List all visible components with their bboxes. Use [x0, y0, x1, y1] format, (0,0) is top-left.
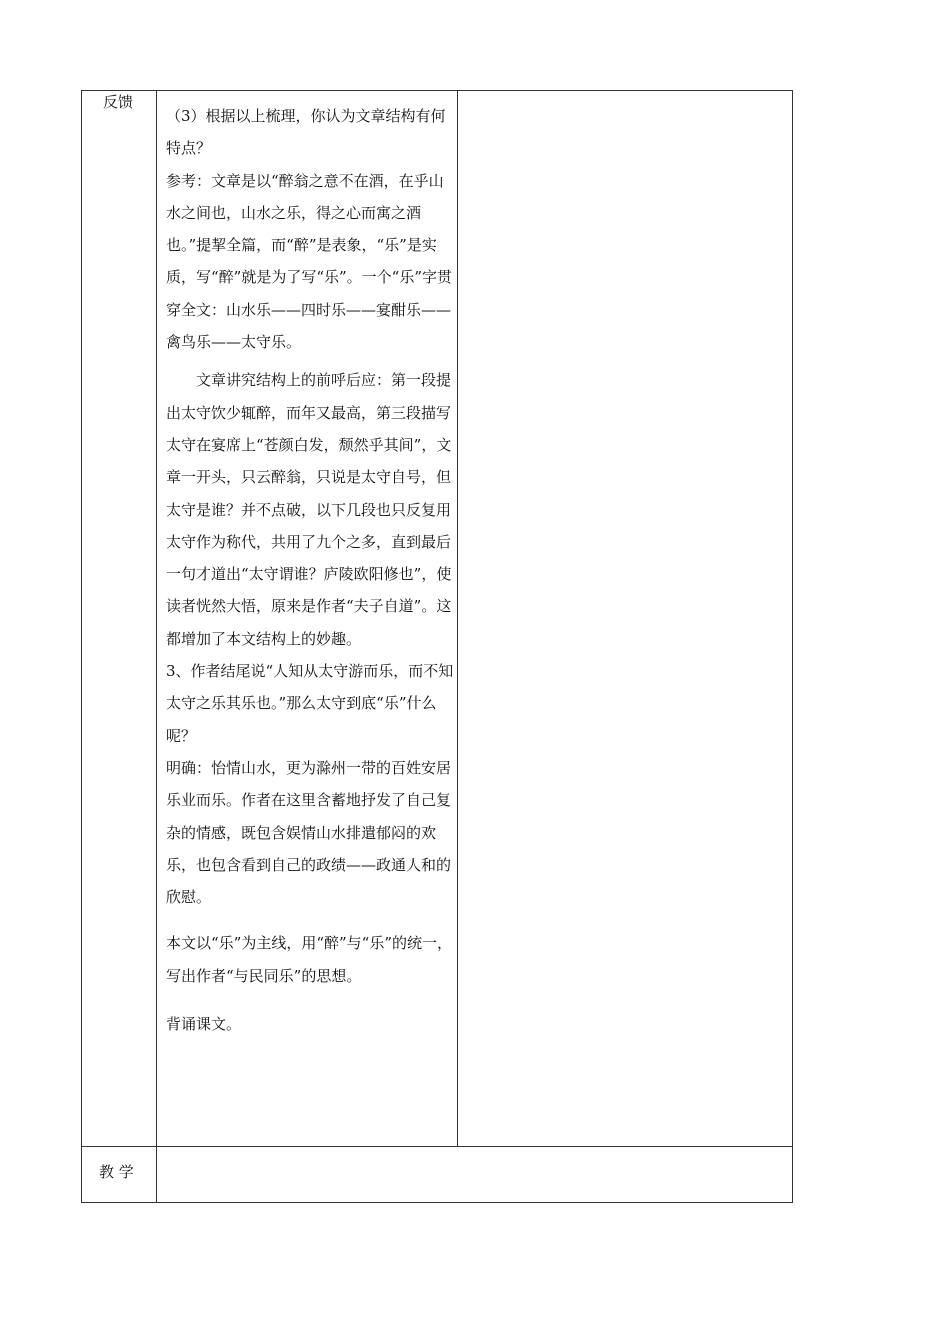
homework: 背诵课文。	[166, 1015, 242, 1034]
summary: 本文以“乐”为主线，用“醉”与“乐”的统一，写出作者“与民同乐”的思想。	[166, 934, 453, 985]
reference-answer: 参考：文章是以“醉翁之意不在酒，在乎山水之间也，山水之乐，得之心而寓之酒也。”提挈全篇，而“醉”是表象，“乐”是实质，写“醉”就是为了写“乐”。一个“乐”字贯穿全文：山水乐——四时乐——宴酣乐——禽鸟乐——太守乐。	[166, 171, 453, 352]
structure-analysis: 文章讲究结构上的前呼后应：第一段提出太守饮少辄醉，而年又最高，第三段描写太守在宴席上“苍颜白发，颓然乎其间”，文章一开头，只云醉翁，只说是太守自号，但太守是谁？并不点破，以下几段也只反复用太守作为称代，共用了九个之多，直到最后一句才道出“太守谓谁？庐陵欧阳修也”，使读者恍然大悟，原来是作者“夫子自道”。这都增加了本文结构上的妙趣。	[166, 371, 452, 648]
column-divider-right	[457, 90, 458, 1146]
teaching-row-label: 教 学	[99, 1163, 134, 1181]
clarification: 明确：怡情山水，更为滁州一带的百姓安居乐业而乐。作者在这里含蓄地抒发了自己复杂的情感，既包含娱情山水排遣郁闷的欢乐，也包含看到自己的政绩——政通人和的欣慰。	[166, 758, 452, 907]
row-divider	[81, 1146, 793, 1147]
question-structure: （3）根据以上梳理，你认为文章结构有何特点？	[166, 107, 446, 158]
feedback-row-label: 反馈	[103, 93, 134, 111]
question-joy: 3、作者结尾说“人知从太守游而乐，而不知太守之乐其乐也。”那么太守到底“乐”什么呢？	[166, 662, 454, 745]
feedback-content	[166, 100, 454, 1040]
column-divider-left	[156, 90, 157, 1203]
